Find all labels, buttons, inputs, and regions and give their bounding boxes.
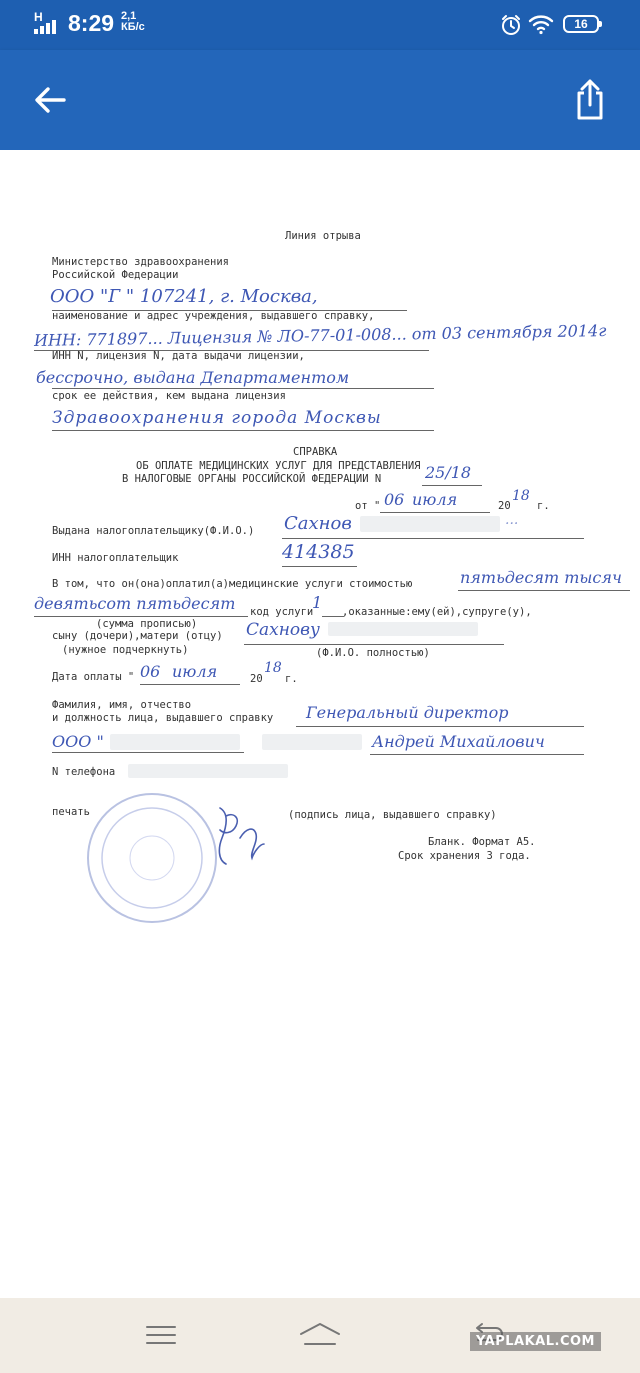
organization-handwritten: ООО "Г " 107241, г. Москва, bbox=[50, 286, 318, 307]
form-format-note: Бланк. Формат А5. bbox=[428, 836, 536, 848]
cut-line-label: Линия отрыва bbox=[285, 230, 361, 242]
relatives-handwritten: Сахнову bbox=[246, 620, 320, 640]
network-type: H bbox=[34, 10, 43, 24]
storage-note: Срок хранения 3 года. bbox=[398, 850, 531, 862]
official-underline-1 bbox=[296, 726, 584, 727]
rendered-to-label: ,оказанные:ему(ей),супругe(у), bbox=[342, 606, 532, 618]
inn-license-caption: ИНН N, лицензия N, дата выдачи лицензии, bbox=[52, 350, 305, 362]
date-underline bbox=[380, 512, 490, 513]
validity-caption: срок ее действия, кем выдана лицензия bbox=[52, 390, 286, 402]
relatives-underline bbox=[244, 644, 504, 645]
payment-month-handwritten: июля bbox=[172, 662, 218, 681]
amount-handwritten-1: пятьдесят тысяч bbox=[460, 568, 622, 587]
date-year-handwritten: 18 bbox=[512, 488, 530, 504]
payment-day-handwritten: 06 bbox=[140, 662, 161, 681]
organization-caption: наименование и адрес учреждения, выдавшего справку, bbox=[52, 310, 375, 322]
date-year-prefix: 20 bbox=[498, 500, 511, 512]
signal-icon bbox=[34, 10, 64, 36]
validity-handwritten: бессрочно, выдана Департаментом bbox=[36, 368, 350, 387]
wifi-icon bbox=[528, 13, 554, 35]
relatives-label: сыну (дочери),матери (отцу) bbox=[52, 630, 223, 642]
amount-caption: (сумма прописью) bbox=[96, 618, 198, 630]
official-org-underline bbox=[52, 752, 244, 753]
amount-handwritten-2: девятьсот пятьдесят bbox=[34, 594, 236, 613]
inn-payer-handwritten: 414385 bbox=[282, 541, 355, 563]
department-handwritten: Здравоохранения города Москвы bbox=[52, 408, 382, 428]
navigation-bar bbox=[0, 1298, 640, 1373]
payment-year-handwritten: 18 bbox=[264, 660, 282, 676]
department-underline bbox=[52, 430, 434, 431]
stamp-label: печать bbox=[52, 806, 90, 818]
inn-payer-label: ИНН налогоплательщик bbox=[52, 552, 179, 564]
document-title: СПРАВКА bbox=[293, 446, 338, 458]
issued-to-handwritten: Сахнов bbox=[284, 513, 352, 534]
amount-underline-2 bbox=[34, 616, 248, 617]
network-speed bbox=[121, 11, 145, 33]
inn-license-handwritten: ИНН: 771897... Лицензия № ЛО-77-01-008... от 03 сентября 2014г bbox=[33, 321, 607, 350]
official-org-handwritten: ООО " bbox=[52, 732, 104, 751]
redacted-area bbox=[128, 764, 288, 778]
battery-icon: 16 bbox=[563, 15, 599, 33]
number-underline bbox=[422, 485, 482, 486]
status-bar bbox=[0, 0, 640, 50]
certificate-number-handwritten: 25/18 bbox=[425, 463, 472, 482]
date-day-handwritten: 06 bbox=[384, 490, 405, 509]
network-speed-unit: КБ/с bbox=[121, 21, 145, 33]
official-underline-2 bbox=[370, 754, 584, 755]
document-image bbox=[0, 150, 640, 1298]
app-bar bbox=[0, 50, 640, 150]
official-label-1: Фамилия, имя, отчество bbox=[52, 699, 192, 711]
network-speed-value: 2,1 bbox=[121, 10, 137, 22]
document-subtitle-2: В НАЛОГОВЫЕ ОРГАНЫ РОССИЙСКОЙ ФЕДЕРАЦИИ N bbox=[122, 473, 382, 485]
official-name-handwritten: Андрей Михайлович bbox=[372, 732, 545, 751]
official-position-handwritten: Генеральный директор bbox=[306, 703, 509, 722]
share-icon[interactable] bbox=[568, 76, 612, 122]
paid-services-label: В том, что он(она)оплатил(а)медицинские услуги стоимостью bbox=[52, 578, 413, 590]
document-subtitle-1: ОБ ОПЛАТЕ МЕДИЦИНСКИХ УСЛУГ ДЛЯ ПРЕДСТАВЛЕНИЯ bbox=[136, 460, 421, 472]
redacted-area bbox=[328, 622, 478, 636]
service-code-label: код услуги bbox=[250, 606, 314, 618]
home-icon[interactable] bbox=[298, 1320, 342, 1350]
signature-caption: (подпись лица, выдавшего справку) bbox=[288, 809, 497, 821]
back-arrow-icon[interactable] bbox=[28, 80, 72, 120]
site-watermark: YAPLAKAL.COM bbox=[470, 1332, 601, 1351]
date-from-label: от " bbox=[355, 500, 381, 512]
amount-underline-1 bbox=[458, 590, 630, 591]
payment-date-underline bbox=[140, 684, 240, 685]
date-month-handwritten: июля bbox=[412, 490, 458, 509]
issued-to-tail-handwritten: ... bbox=[505, 512, 519, 528]
phone-label: N телефона bbox=[52, 766, 116, 778]
redacted-area bbox=[360, 516, 500, 532]
date-g-label: г. bbox=[537, 500, 550, 512]
official-label-2: и должность лица, выдавшего справку bbox=[52, 712, 274, 724]
redacted-area bbox=[262, 734, 362, 750]
fio-caption: (Ф.И.О. полностью) bbox=[316, 647, 430, 659]
issued-to-label: Выдана налогоплательщику(Ф.И.О.) bbox=[52, 525, 255, 537]
alarm-icon bbox=[500, 14, 522, 36]
redacted-area bbox=[110, 734, 240, 750]
ministry-line-2: Российской Федерации bbox=[52, 269, 179, 281]
service-code-handwritten: 1 bbox=[312, 593, 323, 612]
menu-icon[interactable] bbox=[145, 1324, 177, 1346]
payment-date-label: Дата оплаты " bbox=[52, 671, 135, 683]
service-code-underline bbox=[322, 616, 344, 617]
underline-caption: (нужное подчеркнуть) bbox=[62, 644, 189, 656]
clock: 8:29 bbox=[68, 10, 115, 36]
ministry-line-1: Министерство здравоохранения bbox=[52, 256, 230, 268]
payment-g-label: г. bbox=[285, 673, 298, 685]
inn-payer-underline bbox=[282, 566, 357, 567]
validity-underline bbox=[52, 388, 434, 389]
signature-icon bbox=[200, 798, 280, 878]
payment-year-prefix: 20 bbox=[250, 673, 263, 685]
issued-underline bbox=[282, 538, 584, 539]
